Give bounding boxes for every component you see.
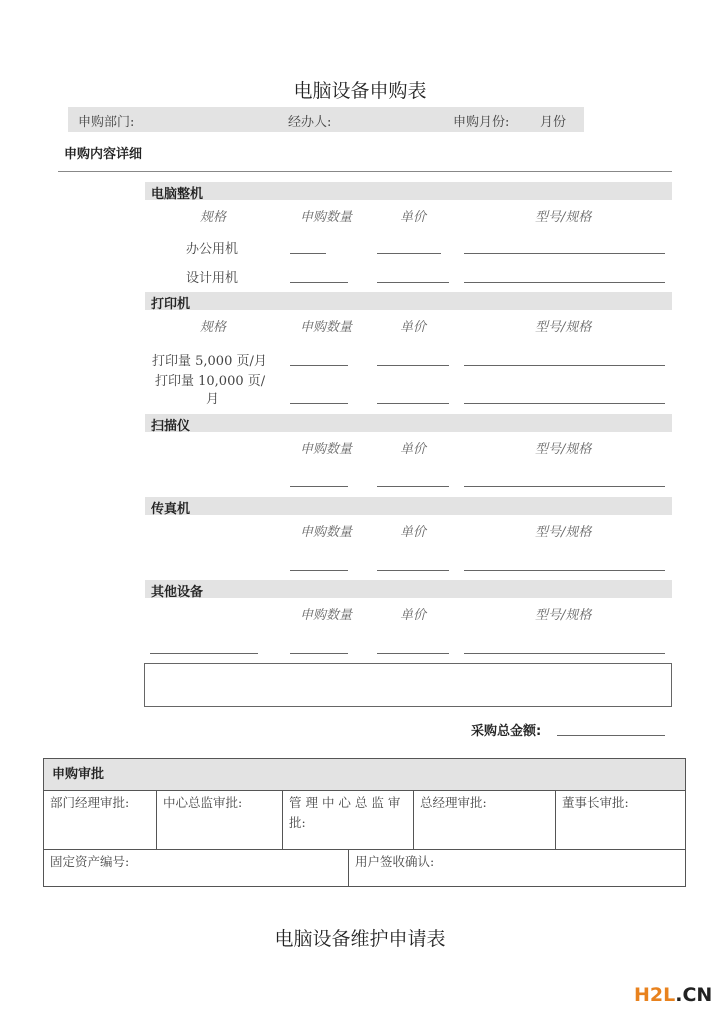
col-model: 型号/规格	[535, 608, 592, 623]
row-label: 打印量 5,000 页/月	[152, 354, 267, 369]
col-model: 型号/规格	[535, 442, 592, 457]
qty-field[interactable]	[290, 653, 348, 654]
total-label: 采购总金额:	[471, 724, 542, 739]
section-bar-other	[145, 580, 672, 598]
price-field[interactable]	[377, 486, 449, 487]
dept-manager-label: 部门经理审批:	[50, 795, 130, 810]
section-title-scanner: 扫描仪	[151, 419, 191, 434]
row-label: 设计用机	[186, 271, 239, 286]
chairman-label: 董事长审批:	[562, 795, 629, 810]
model-field[interactable]	[464, 486, 665, 487]
mgmt-director-cell[interactable]	[283, 791, 414, 849]
model-field[interactable]	[464, 253, 665, 254]
section-title-other: 其他设备	[151, 585, 204, 600]
col-qty: 申购数量	[300, 210, 353, 225]
model-field[interactable]	[464, 570, 665, 571]
col-price: 单价	[400, 442, 427, 457]
qty-field[interactable]	[290, 253, 326, 254]
user-sign-label: 用户签收确认:	[355, 854, 435, 869]
section-bar-scanner	[145, 414, 672, 432]
asset-no-label: 固定资产编号:	[50, 854, 130, 869]
price-field[interactable]	[377, 570, 449, 571]
price-field[interactable]	[377, 282, 449, 283]
asset-no-cell[interactable]	[44, 850, 349, 886]
col-price: 单价	[400, 320, 427, 335]
approval-title: 申购审批	[52, 767, 105, 782]
model-field[interactable]	[464, 365, 665, 366]
model-field[interactable]	[464, 653, 665, 654]
center-director-label: 中心总监审批:	[163, 795, 243, 810]
divider	[58, 171, 672, 172]
col-price: 单价	[400, 210, 427, 225]
qty-field[interactable]	[290, 365, 348, 366]
col-qty: 申购数量	[300, 525, 353, 540]
col-price: 单价	[400, 525, 427, 540]
total-field[interactable]	[557, 735, 665, 736]
watermark-part2: .CN	[675, 984, 713, 1006]
row-label: 办公用机	[186, 242, 239, 257]
col-qty: 申购数量	[300, 320, 353, 335]
qty-field[interactable]	[290, 486, 348, 487]
watermark-part1: H2L	[634, 984, 676, 1006]
approval-header	[44, 759, 685, 791]
mgmt-director-label: 管 理 中 心 总 监 审	[289, 795, 401, 810]
price-field[interactable]	[377, 365, 449, 366]
section-bar-fax	[145, 497, 672, 515]
section-title-fax: 传真机	[151, 502, 191, 517]
col-qty: 申购数量	[300, 608, 353, 623]
center-director-cell[interactable]	[157, 791, 283, 849]
section-bar-pc	[145, 182, 672, 200]
col-price: 单价	[400, 608, 427, 623]
col-qty: 申购数量	[300, 442, 353, 457]
month-label: 申购月份:	[453, 115, 510, 130]
model-field[interactable]	[464, 403, 665, 404]
model-field[interactable]	[464, 282, 665, 283]
col-model: 型号/规格	[535, 210, 592, 225]
section-title-pc: 电脑整机	[151, 187, 204, 202]
watermark-logo	[634, 984, 712, 1006]
handler-label: 经办人:	[288, 115, 332, 130]
maintenance-form-title: 电脑设备维护申请表	[274, 928, 446, 950]
gm-cell[interactable]	[414, 791, 556, 849]
section-bar-printer	[145, 292, 672, 310]
col-spec: 规格	[200, 210, 227, 225]
qty-field[interactable]	[290, 570, 348, 571]
price-field[interactable]	[377, 253, 441, 254]
form-title: 电脑设备申购表	[293, 80, 427, 102]
price-field[interactable]	[377, 653, 449, 654]
mgmt-director-label-cont: 批:	[289, 815, 306, 830]
user-sign-cell[interactable]	[349, 850, 685, 886]
col-model: 型号/规格	[535, 320, 592, 335]
price-field[interactable]	[377, 403, 449, 404]
detail-heading: 申购内容详细	[64, 147, 143, 162]
dept-label: 申购部门:	[78, 115, 135, 130]
dept-manager-cell[interactable]	[44, 791, 157, 849]
qty-field[interactable]	[290, 282, 348, 283]
row-label: 打印量 10,000 页/	[155, 374, 266, 389]
notes-box[interactable]	[144, 663, 672, 707]
col-spec: 规格	[200, 320, 227, 335]
section-title-printer: 打印机	[151, 297, 191, 312]
row-label-cont: 月	[206, 392, 220, 407]
col-model: 型号/规格	[535, 525, 592, 540]
month-unit: 月份	[540, 115, 567, 130]
item-name-field[interactable]	[150, 653, 258, 654]
qty-field[interactable]	[290, 403, 348, 404]
gm-label: 总经理审批:	[420, 795, 487, 810]
chairman-cell[interactable]	[556, 791, 685, 849]
